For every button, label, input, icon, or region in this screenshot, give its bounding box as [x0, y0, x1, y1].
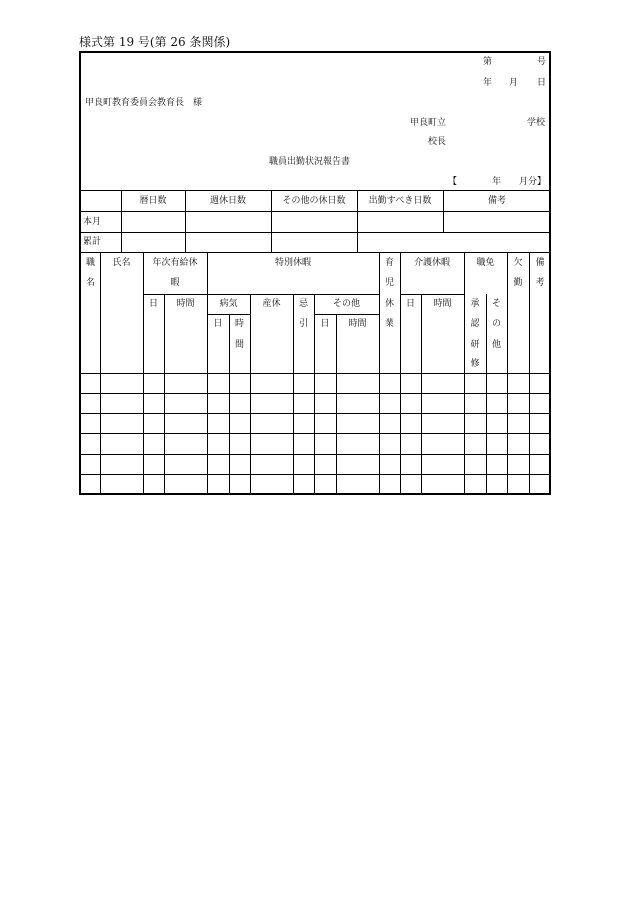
form-number: 様式第 19 号(第 26 条関係): [79, 35, 231, 49]
detail-row-line: [79, 393, 551, 394]
row-this-month: 本月: [83, 217, 102, 227]
special-other-label: その他: [332, 299, 360, 309]
row-cumulative: 累計: [83, 237, 102, 247]
detail-row-line: [79, 413, 551, 414]
name-label: 氏名: [112, 258, 131, 268]
absence-label-2: 勤: [513, 278, 523, 288]
detail-col-line: [379, 252, 380, 495]
detail-subheader-line: [400, 294, 464, 295]
month-label: 月: [509, 78, 519, 88]
annual-day-label: 日: [148, 299, 158, 309]
maternity-leave-label: 産休: [262, 299, 281, 309]
exemption-other-2: の: [491, 319, 501, 329]
duty-exemption-label: 職免: [476, 258, 495, 268]
principal-label: 校長: [428, 137, 447, 147]
detail-row-line: [79, 433, 551, 434]
childcare-label-3: 休: [384, 299, 394, 309]
detail-col-line: [207, 252, 208, 495]
nursing-hours-label: 時間: [433, 299, 452, 309]
detail-remarks-label-1: 備: [535, 258, 545, 268]
period-year: 年: [492, 177, 502, 187]
detail-col-line: [250, 294, 251, 495]
bereavement-label-1: 忌: [298, 299, 308, 309]
detail-col-line: [464, 252, 465, 495]
approved-training-4: 修: [470, 359, 480, 369]
detail-col-line: [507, 252, 508, 495]
sick-hours-label-2: 間: [234, 340, 244, 350]
detail-row-line: [79, 454, 551, 455]
position-label-1: 職: [86, 258, 96, 268]
detail-col-line: [100, 252, 101, 495]
approved-training-2: 認: [470, 319, 480, 329]
annual-leave-label-1: 年次有給休: [152, 258, 198, 268]
detail-col-line: [529, 252, 530, 495]
detail-col-line: [164, 294, 165, 495]
detail-row-line: [79, 474, 551, 475]
annual-leave-label-2: 暇: [170, 278, 180, 288]
special-other-hours-label: 時間: [348, 319, 367, 329]
header-weekly-holidays: 週休日数: [209, 196, 246, 206]
annual-hours-label: 時間: [176, 299, 195, 309]
childcare-label-4: 業: [384, 319, 394, 329]
detail-remarks-label-2: 考: [535, 278, 545, 288]
detail-col-line: [421, 294, 422, 495]
nursing-day-label: 日: [405, 299, 415, 309]
sick-leave-label: 病気: [219, 299, 238, 309]
detail-sub2-line: [314, 314, 379, 315]
number-label: 第: [483, 57, 493, 67]
exemption-other-1: そ: [491, 299, 501, 309]
childcare-label-2: 児: [384, 278, 394, 288]
detail-col-line: [400, 252, 401, 495]
summary-bottom-line: [79, 252, 551, 253]
addressee: 甲良町教育委員会教育長 様: [85, 98, 203, 108]
approved-training-3: 研: [470, 340, 480, 350]
detail-header-bottom-line: [79, 373, 551, 374]
period-month: 月分】: [519, 177, 547, 187]
special-leave-label: 特別休暇: [274, 258, 311, 268]
special-other-day-label: 日: [320, 319, 330, 329]
header-other-holidays: その他の休日数: [282, 196, 346, 206]
sick-day-label: 日: [213, 319, 223, 329]
summary-row1-line: [79, 232, 551, 233]
header-calendar-days: 暦日数: [139, 196, 167, 206]
approved-training-1: 承: [470, 299, 480, 309]
header-remarks: 備考: [487, 196, 506, 206]
detail-col-line: [336, 314, 337, 495]
sick-hours-label-1: 時: [234, 319, 244, 329]
detail-subheader-line: [143, 294, 379, 295]
exemption-other-3: 他: [491, 340, 501, 350]
detail-col-line: [143, 252, 144, 495]
go-label: 号: [537, 57, 547, 67]
absence-label-1: 欠: [513, 258, 523, 268]
year-label: 年: [483, 78, 493, 88]
position-label-2: 名: [86, 278, 96, 288]
period-open: 【: [448, 177, 458, 187]
header-required-days: 出勤すべき日数: [368, 196, 432, 206]
report-frame: [79, 51, 551, 495]
summary-header-line: [79, 211, 551, 212]
bereavement-label-2: 引: [298, 319, 308, 329]
childcare-label-1: 育: [384, 258, 394, 268]
school-prefix: 甲良町立: [410, 118, 447, 128]
report-title: 職員出勤状況報告書: [269, 157, 351, 167]
summary-top-line: [79, 190, 551, 191]
day-label: 日: [537, 78, 547, 88]
school-suffix: 学校: [527, 118, 546, 128]
nursing-care-label: 介護休暇: [413, 258, 450, 268]
